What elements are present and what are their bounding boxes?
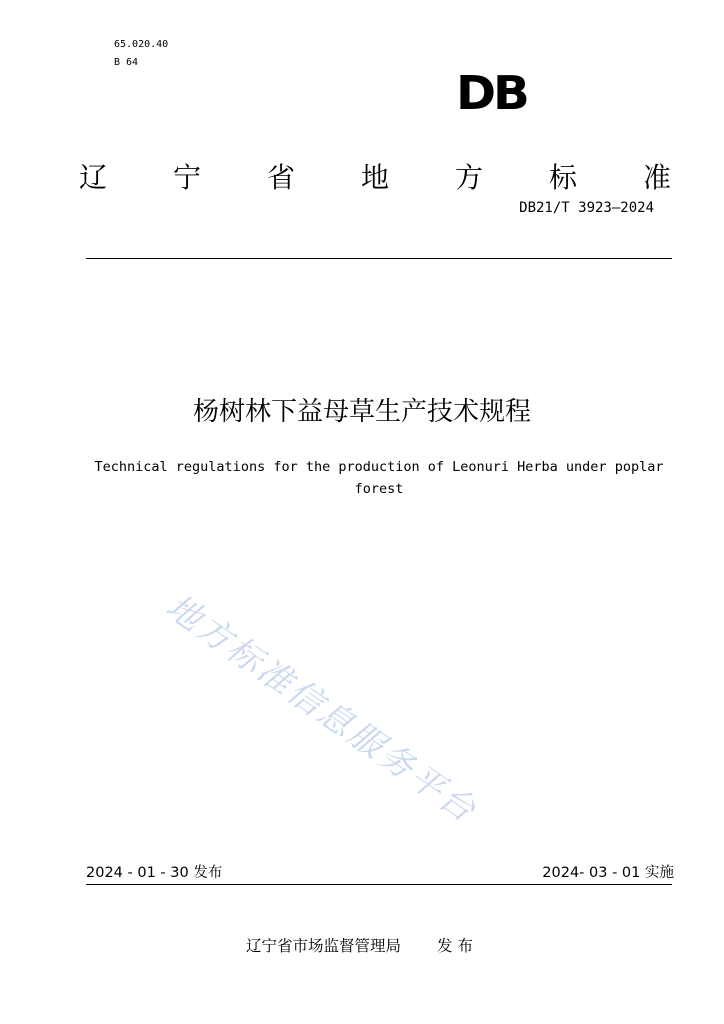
ccs-code: B 64 bbox=[114, 57, 139, 68]
ics-code: 65.020.40 bbox=[114, 39, 169, 50]
standard-type-char: 地 bbox=[360, 161, 389, 194]
watermark: 地方标准信息服务平台 bbox=[158, 586, 485, 832]
standard-type-char: 准 bbox=[642, 161, 671, 194]
title-chinese: 杨树林下益母草生产技术规程 bbox=[192, 397, 531, 427]
db-logo: DB bbox=[456, 66, 527, 120]
implementation-date: 2024- 03 - 01 实施 bbox=[542, 865, 674, 881]
standard-type-heading bbox=[78, 162, 672, 194]
issuer bbox=[246, 936, 473, 956]
standard-type-char: 方 bbox=[454, 161, 483, 194]
standard-code: DB21/T 3923—2024 bbox=[519, 200, 654, 216]
issuer-name: 辽宁省市场监督管理局 bbox=[246, 937, 402, 955]
issuer-action: 发 布 bbox=[437, 937, 473, 955]
bottom-divider bbox=[86, 884, 672, 885]
classification-codes bbox=[114, 36, 168, 72]
top-divider bbox=[86, 258, 672, 259]
standard-type-char: 宁 bbox=[172, 161, 201, 194]
standard-type-char: 标 bbox=[548, 161, 577, 194]
issue-date: 2024 - 01 - 30 发布 bbox=[86, 865, 223, 881]
standard-type-char: 辽 bbox=[78, 161, 107, 194]
title-english: Technical regulations for the production of Leonuri Herba under poplar forest bbox=[94, 459, 664, 497]
standard-type-char: 省 bbox=[266, 161, 295, 194]
